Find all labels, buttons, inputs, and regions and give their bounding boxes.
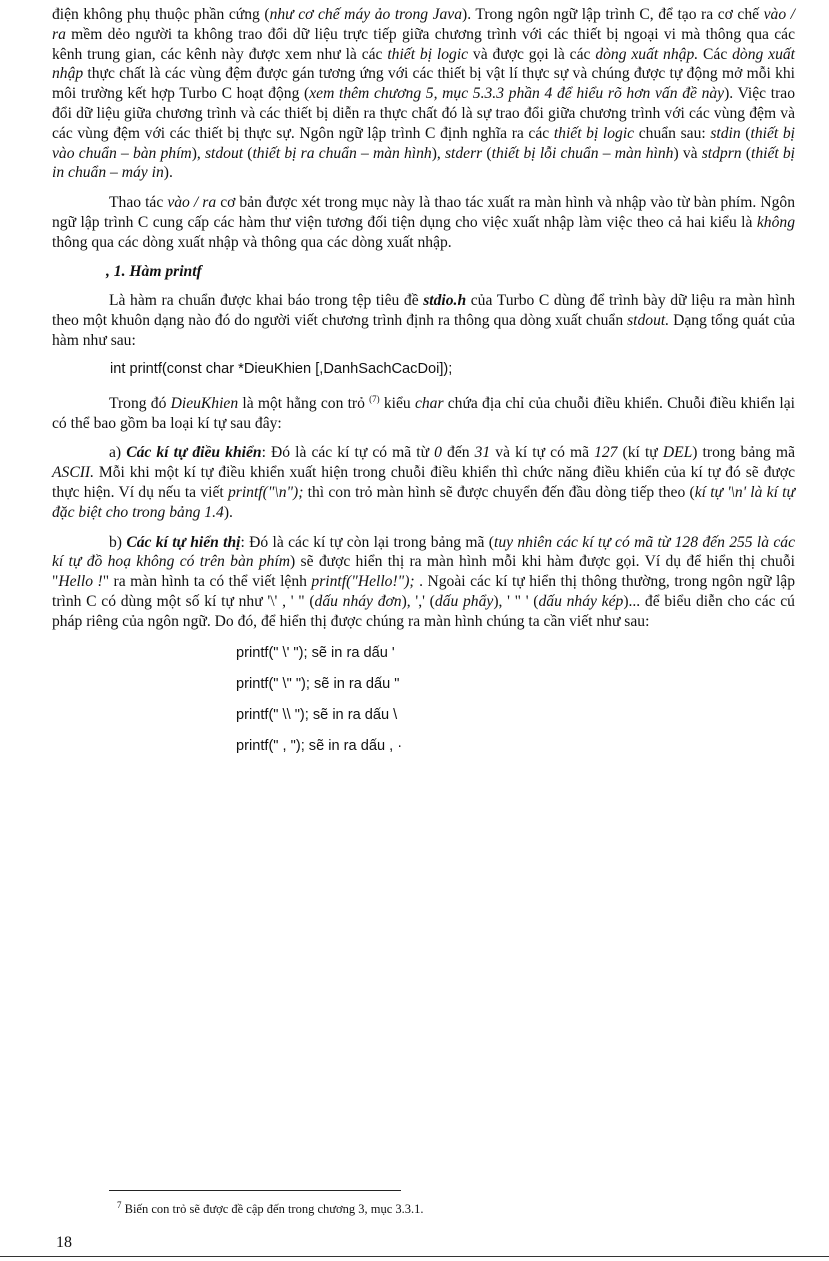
code-example-line: printf(" , "); sẽ in ra dấu , · [236,737,403,754]
section-heading-printf: , 1. Hàm printf [106,262,202,280]
page-bottom-border [0,1256,829,1257]
paragraph-control-characters: a) Các kí tự điều khiển: Đó là các kí tự có mã từ 0 đến 31 và kí tự có mã 127 (kí tự DEL) trong bảng mã ASCII. Mỗi khi một kí tự điều khiển xuất hiện trong chuỗi điều khiển thì chức năng điều khiển của kí tự đó sẽ được thực hiện. Ví dụ nếu ta viết printf("\n"); thì con trỏ màn hình sẽ được chuyển đến đầu dòng tiếp theo (kí tự '\n' là kí tự đặc biệt cho trong bảng 1.4). [52,444,795,521]
page-number: 18 [56,1234,72,1251]
paragraph-intro: điện không phụ thuộc phần cứng (như cơ chế máy ảo trong Java). Trong ngôn ngữ lập trình C, để tạo ra cơ chế vào / ra mềm dẻo người ta không trao đổi dữ liệu trực tiếp giữa chương trình với các thiết bị ngoại vi mà thông qua các kênh trung gian, các kênh này được xem như là các thiết bị logic và được gọi là các dòng xuất nhập. Các dòng xuất nhập thực chất là các vùng đệm được gán tương ứng với các thiết bị vật lí thực sự và chúng được tự động mở mỗi khi môi trường kết hợp Turbo C hoạt động (xem thêm chương 5, mục 5.3.3 phần 4 để hiểu rõ hơn vấn đề này). Việc trao đổi dữ liệu giữa chương trình và các thiết bị diễn ra thực chất đó là sự trao đổi giữa chương trình với các vùng đệm và các vùng đệm với các thiết bị thực sự. Ngôn ngữ lập trình C định nghĩa ra các thiết bị logic chuẩn sau: stdin (thiết bị vào chuẩn – bàn phím), stdout (thiết bị ra chuẩn – màn hình), stderr (thiết bị lỗi chuẩn – màn hình) và stdprn (thiết bị in chuẩn – máy in). [52,6,796,182]
code-example-line: printf(" \' "); sẽ in ra dấu ' [236,644,395,661]
footnote [117,1197,424,1217]
paragraph-control-string: Trong đó DieuKhien là một hằng con trỏ $^{(7)}$ kiểu char chứa địa chỉ của chuỗi điều khiển. Chuỗi điều khiển lại có thể bao gồm ba loại kí tự sau đây: [52,393,796,432]
footnote-divider [109,1190,401,1191]
paragraph-display-characters: b) Các kí tự hiển thị: Đó là các kí tự còn lại trong bảng mã (tuy nhiên các kí tự có mã từ 128 đến 255 là các kí tự đồ hoạ không có trên bàn phím) sẽ được hiển thị ra màn hình mỗi khi hàm được gọi. Ví dụ để hiển thị chuỗi "Hello !" ra màn hình ta có thể viết lệnh printf("Hello!"); . Ngoài các kí tự hiển thị thông thường, trong ngôn ngữ lập trình C có dùng một số kí tự như '\' , ' " (dấu nháy đơn), ',' (dấu phẩy), ' " ' (dấu nháy kép)... để biểu diễn cho các cú pháp riêng của ngôn ngữ. Do đó, để hiển thị được chúng ra màn hình chúng ta cần viết như sau: [52,533,795,630]
paragraph-io-operations: Thao tác vào / ra cơ bản được xét trong mục này là thao tác xuất ra màn hình và nhập vào từ bàn phím. Ngôn ngữ lập trình C cung cấp các hàm thư viện tương đối tiện dụng cho việc xuất nhập làm việc theo cả hai kiểu là không thông qua các dòng xuất nhập và thông qua các dòng xuất nhập. [52,194,795,251]
footnote-marker: 7 [117,1200,122,1210]
footnote-text: Biến con trỏ sẽ được đề cập đến trong chương 3, mục 3.3.1. [121,1202,424,1217]
paragraph-printf-description: Là hàm ra chuẩn được khai báo trong tệp tiêu đề stdio.h của Turbo C dùng để trình bày dữ liệu ra màn hình theo một khuôn dạng nào đó do người viết chương trình định ra thông qua dòng xuất chuẩn stdout. Dạng tổng quát của hàm như sau: [52,292,795,349]
escape-examples [52,638,795,762]
printf-prototype: int printf(const char *DieuKhien [,DanhSachCacDoi]); [110,360,453,377]
code-example-line: printf(" \" "); sẽ in ra dấu " [236,675,400,692]
page-body [52,0,795,762]
code-example-line: printf(" \\ "); sẽ in ra dấu \ [236,706,398,723]
